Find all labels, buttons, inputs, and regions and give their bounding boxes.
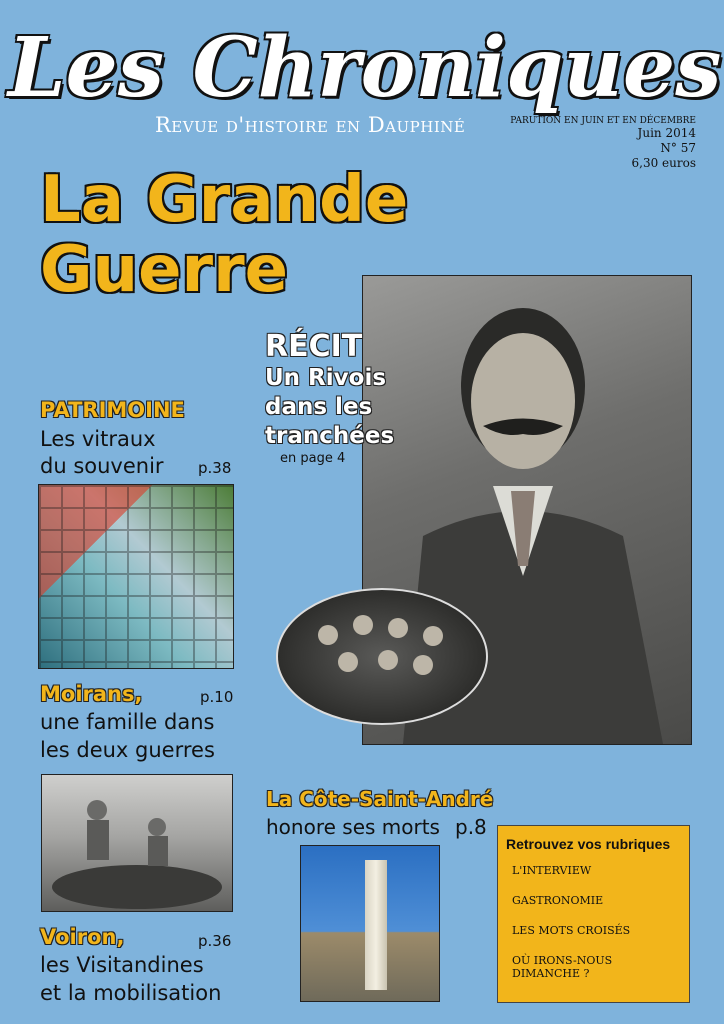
voiron-head: Voiron, [40,925,125,949]
rubrique-item: L'INTERVIEW [512,864,592,877]
recit-line-3: tranchées [265,423,395,449]
recit-feature [265,330,394,466]
voiron-text [40,951,221,1007]
rubrique-item: OÙ IRONS-NOUS DIMANCHE ? [512,954,613,980]
cote-page: p.8 [455,815,487,839]
issue-number: N° 57 [660,141,696,155]
rubriques-title: Retrouvez vos rubriques [506,836,671,852]
issue-note: PARUTION EN JUIN ET EN DÉCEMBRE [510,116,696,126]
patrimoine-text [40,426,164,480]
issue-date: Juin 2014 [637,126,696,140]
moirans-page: p.10 [200,688,234,706]
rubrique-item: GASTRONOMIE [512,894,604,907]
issue-price: 6,30 euros [631,156,696,170]
recit-line-2: dans les [265,394,373,420]
recit-page: en page 4 [280,451,346,466]
recit-line-1: Un Rivois [265,365,387,391]
headline-line-1: La Grande [40,163,409,237]
war-memorial-column [365,860,387,990]
cote-line-1: honore ses morts [266,815,440,839]
stained-glass-image [38,484,234,669]
voiron-line-2: et la mobilisation [40,981,222,1005]
headline-line-2: Guerre [40,233,289,307]
patrimoine-page: p.38 [198,459,232,477]
tank-illustration [42,775,232,911]
cover-headline [40,165,408,305]
magazine-title: Les Chroniques [8,20,722,116]
moirans-head: Moirans, [40,682,143,706]
patrimoine-line-2: du souvenir [40,454,164,478]
patrimoine-line-1: Les vitraux [40,427,156,451]
rubrique-item: LES MOTS CROISÉS [512,924,631,937]
moirans-line-2: les deux guerres [40,738,215,762]
moirans-line-1: une famille dans [40,710,215,734]
tank-soldiers-photo [41,774,233,912]
rubriques-box [497,825,690,1003]
cote-head: La Côte-Saint-André [266,787,494,811]
moirans-text [40,708,215,764]
issue-info [510,116,696,171]
recit-label: RÉCIT [265,329,363,364]
soldiers-group-photo [276,588,488,725]
voiron-page: p.36 [198,932,232,950]
patrimoine-head: PATRIMOINE [40,398,185,422]
magazine-subtitle: Revue d'histoire en Dauphiné [155,113,466,137]
soldiers-illustration [278,590,486,723]
voiron-line-1: les Visitandines [40,953,204,977]
